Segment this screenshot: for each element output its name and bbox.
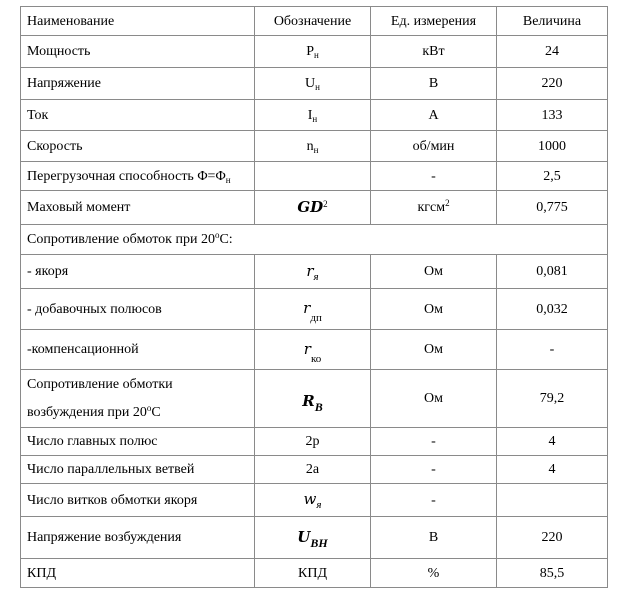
row-value: 0,032 [497,289,608,330]
row-symbol [255,191,371,225]
table-row [21,255,608,289]
table-row [21,456,608,484]
symbol-subscript: ко [310,352,322,365]
table-header-row [21,7,608,36]
section-label-tail: С: [219,232,233,247]
table-row [21,330,608,370]
row-symbol: КПД [255,559,371,588]
row-symbol [255,162,371,191]
name-subscript: н [225,174,231,185]
name-line-2-main: возбуждения при 20 [27,405,147,420]
table-row [21,559,608,588]
row-unit: Ом [371,255,497,289]
unit-superscript: 2 [445,198,450,208]
symbol-main: U [305,76,316,91]
row-name: Напряжение [21,68,255,100]
table-row [21,68,608,100]
row-value: 133 [497,100,608,131]
row-value: 4 [497,456,608,484]
name-line-2-tail: С [151,405,161,420]
row-name: КПД [21,559,255,588]
header-unit: Ед. измерения [371,7,497,36]
symbol-main: n [306,138,314,154]
row-unit: - [371,428,497,456]
degree-sign: о [146,403,152,413]
row-unit: В [371,517,497,559]
symbol-main: U [297,527,311,546]
row-name [21,162,255,191]
row-symbol [255,36,371,68]
row-name: Мощность [21,36,255,68]
table-row [21,517,608,559]
symbol-subscript: н [312,113,318,124]
header-name: Наименование [21,7,255,36]
table-row [21,370,608,428]
row-value: 220 [497,68,608,100]
symbol-subscript: н [313,144,319,155]
header-symbol: Обозначение [255,7,371,36]
section-row [21,225,608,255]
row-value [497,484,608,517]
symbol-main: I [307,107,313,123]
symbol-main: GD [297,197,324,216]
row-unit: % [371,559,497,588]
row-value: - [497,330,608,370]
degree-sign: о [214,230,220,240]
table-row [21,484,608,517]
row-unit: - [371,456,497,484]
table-row [21,428,608,456]
row-symbol [255,68,371,100]
row-name [21,370,255,428]
row-symbol [255,370,371,428]
row-symbol [255,517,371,559]
symbol-main: P [306,44,314,59]
name-line-2 [27,399,248,427]
row-name: - якоря [21,255,255,289]
section-label [21,225,608,255]
table-row [21,131,608,162]
table-row [21,36,608,68]
row-symbol [255,289,371,330]
parameters-table [20,6,608,588]
row-unit: Ом [371,370,497,428]
symbol-subscript: н [313,50,319,60]
row-unit: А [371,100,497,131]
symbol-main: r [303,339,311,358]
row-unit: - [371,484,497,517]
section-label-main: Сопротивление обмоток при 20 [27,232,215,247]
row-value: 85,5 [497,559,608,588]
row-name: -компенсационной [21,330,255,370]
row-unit: В [371,68,497,100]
row-name: Число главных полюс [21,428,255,456]
symbol-subscript: B [314,399,323,414]
symbol-main: R [302,391,315,410]
row-value: 0,081 [497,255,608,289]
row-name: Напряжение возбуждения [21,517,255,559]
table-row [21,289,608,330]
symbol-subscript: я [316,499,322,511]
symbol-main: r [306,261,314,280]
unit-main: кгсм [417,200,446,215]
row-name: Маховый момент [21,191,255,225]
row-symbol [255,100,371,131]
symbol-superscript: 2 [323,198,328,209]
table-row [21,100,608,131]
symbol-subscript: я [313,270,319,283]
name-main: Перегрузочная способность Φ=Φ [27,168,226,184]
row-symbol [255,484,371,517]
row-value: 0,775 [497,191,608,225]
symbol-subscript: дп [310,312,322,324]
table-row [21,162,608,191]
row-symbol [255,131,371,162]
row-value: 2,5 [497,162,608,191]
row-unit: - [371,162,497,191]
row-value: 24 [497,36,608,68]
row-unit: об/мин [371,131,497,162]
row-name: Ток [21,100,255,131]
symbol-subscript: н [315,82,320,92]
row-name: Скорость [21,131,255,162]
row-name: Число витков обмотки якоря [21,484,255,517]
row-symbol [255,255,371,289]
header-value: Величина [497,7,608,36]
row-symbol [255,330,371,370]
row-unit: Ом [371,330,497,370]
row-name: Число параллельных ветвей [21,456,255,484]
row-value: 1000 [497,131,608,162]
row-unit: кВт [371,36,497,68]
row-value: 4 [497,428,608,456]
symbol-main: r [303,299,311,317]
row-symbol: 2p [255,428,371,456]
symbol-main: w [303,490,317,508]
row-value: 220 [497,517,608,559]
row-unit [371,191,497,225]
row-unit: Ом [371,289,497,330]
row-value: 79,2 [497,370,608,428]
name-line-1: Сопротивление обмотки [27,377,173,392]
row-name: - добавочных полюсов [21,289,255,330]
table-row [21,191,608,225]
row-symbol: 2a [255,456,371,484]
symbol-subscript: BH [310,535,328,550]
